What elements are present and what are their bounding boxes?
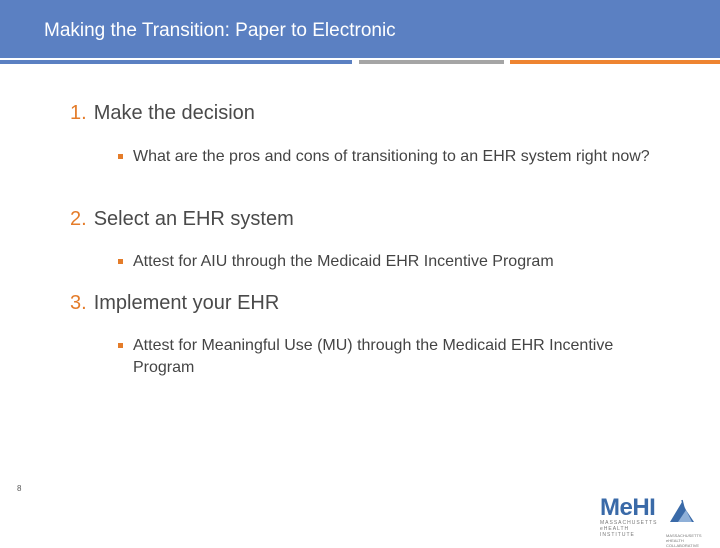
step-label: Make the decision [93, 102, 255, 124]
bullet-item [118, 251, 658, 273]
bullet-text: What are the pros and cons of transitioning to an EHR system right now? [133, 148, 650, 165]
step-number: 2. [70, 208, 87, 230]
header-rule-orange [510, 60, 720, 64]
mehi-logo [600, 496, 660, 538]
bullet-text: Attest for AIU through the Medicaid EHR Incentive Program [133, 253, 554, 270]
header-rule-gray [359, 60, 504, 64]
bullet-square-icon [118, 154, 123, 159]
bullet-text: Attest for Meaningful Use (MU) through the Medicaid EHR Incentive Program [133, 337, 614, 376]
slide-title: Making the Transition: Paper to Electronic [44, 20, 396, 41]
slide-header [0, 0, 720, 58]
step-1 [70, 102, 255, 125]
step-2 [70, 208, 294, 231]
bullet-square-icon [118, 343, 123, 348]
step-label: Select an EHR system [93, 208, 294, 230]
page-number: 8 [17, 484, 22, 493]
partner-logo-icon [666, 498, 700, 528]
header-rule-blue [0, 60, 352, 64]
step-label: Implement your EHR [93, 292, 280, 314]
partner-logo-text: MASSACHUSETTS eHEALTH COLLABORATIVE [666, 533, 702, 548]
step-number: 1. [70, 102, 87, 124]
bullet-item [118, 146, 658, 168]
bullet-item [118, 335, 658, 379]
bullet-square-icon [118, 259, 123, 264]
step-number: 3. [70, 292, 87, 314]
partner-logo [666, 498, 706, 548]
mehi-logo-mark: MeHI [600, 494, 656, 521]
step-3 [70, 292, 279, 315]
mehi-logo-subtext: MASSACHUSETTS eHEALTH INSTITUTE [600, 520, 658, 538]
